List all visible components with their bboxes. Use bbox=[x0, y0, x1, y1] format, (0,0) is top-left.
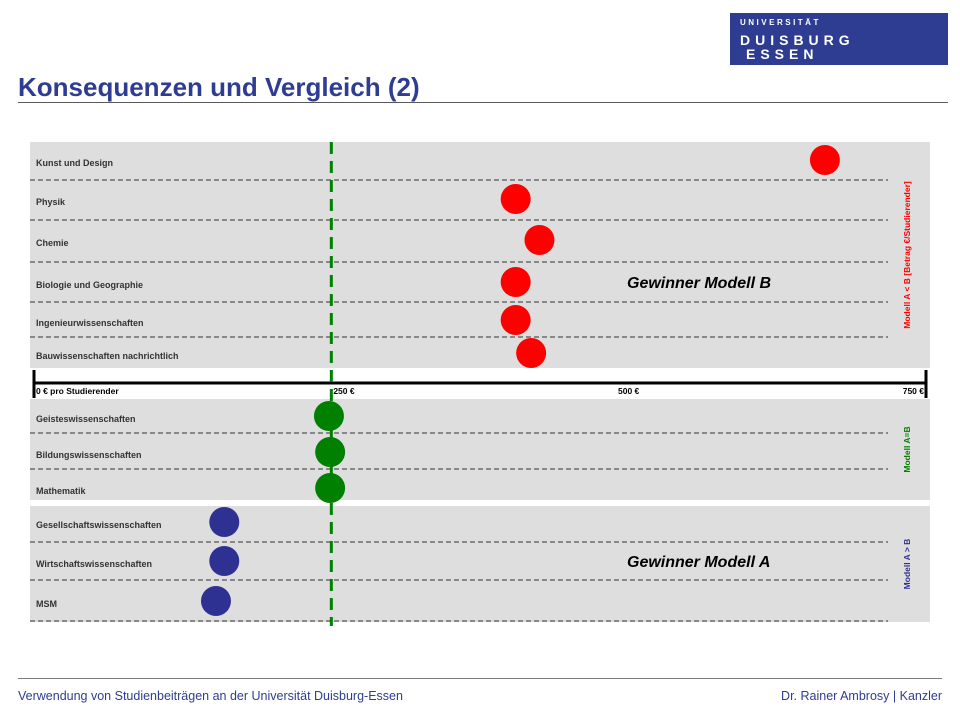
data-point bbox=[501, 184, 531, 214]
data-point bbox=[209, 546, 239, 576]
group-side-label: Modell A < B [Betrag €/Studierender] bbox=[902, 181, 912, 329]
group-side-label: Modell A=B bbox=[902, 426, 912, 473]
footer-presentation-title: Verwendung von Studienbeiträgen an der Universität Duisburg-Essen bbox=[18, 689, 403, 703]
category-label: Physik bbox=[36, 197, 66, 207]
panel-a bbox=[30, 506, 930, 622]
category-label: Ingenieurwissenschaften bbox=[36, 318, 144, 328]
data-point bbox=[501, 305, 531, 335]
footer-divider bbox=[18, 678, 942, 679]
category-label: Chemie bbox=[36, 238, 69, 248]
logo-line-1: UNIVERSITÄT bbox=[740, 18, 821, 27]
page-title: Konsequenzen und Vergleich (2) bbox=[18, 72, 420, 102]
footer-author: Dr. Rainer Ambrosy | Kanzler bbox=[781, 689, 942, 703]
category-label: Biologie und Geographie bbox=[36, 280, 144, 290]
category-label: MSM bbox=[36, 599, 57, 609]
data-point bbox=[524, 225, 554, 255]
data-point bbox=[516, 338, 546, 368]
category-label: Geisteswissenschaften bbox=[36, 414, 136, 424]
x-tick-label: 0 € pro Studierender bbox=[36, 386, 119, 396]
data-point bbox=[315, 473, 345, 503]
data-point bbox=[314, 401, 344, 431]
category-label: Wirtschaftswissenschaften bbox=[36, 559, 152, 569]
category-label: Gesellschaftswissenschaften bbox=[36, 520, 162, 530]
x-tick-label: 750 € bbox=[902, 386, 924, 396]
panel-eq bbox=[30, 399, 930, 500]
winner-annotation: Gewinner Modell A bbox=[627, 554, 771, 571]
data-point bbox=[201, 586, 231, 616]
panel-b bbox=[30, 142, 930, 368]
logo-line-3: ESSEN bbox=[746, 46, 819, 62]
group-side-label: Modell A > B bbox=[902, 538, 912, 590]
data-point bbox=[209, 507, 239, 537]
x-tick-label: 250 € bbox=[333, 386, 355, 396]
x-tick-label: 500 € bbox=[618, 386, 640, 396]
data-point bbox=[315, 437, 345, 467]
logo-line-2: DUISBURG bbox=[740, 32, 855, 48]
data-point bbox=[501, 267, 531, 297]
category-label: Bildungswissenschaften bbox=[36, 450, 142, 460]
category-label: Kunst und Design bbox=[36, 158, 113, 168]
data-point bbox=[810, 145, 840, 175]
category-label: Mathematik bbox=[36, 486, 86, 496]
category-label: Bauwissenschaften nachrichtlich bbox=[36, 351, 179, 361]
winner-annotation: Gewinner Modell B bbox=[627, 275, 772, 292]
